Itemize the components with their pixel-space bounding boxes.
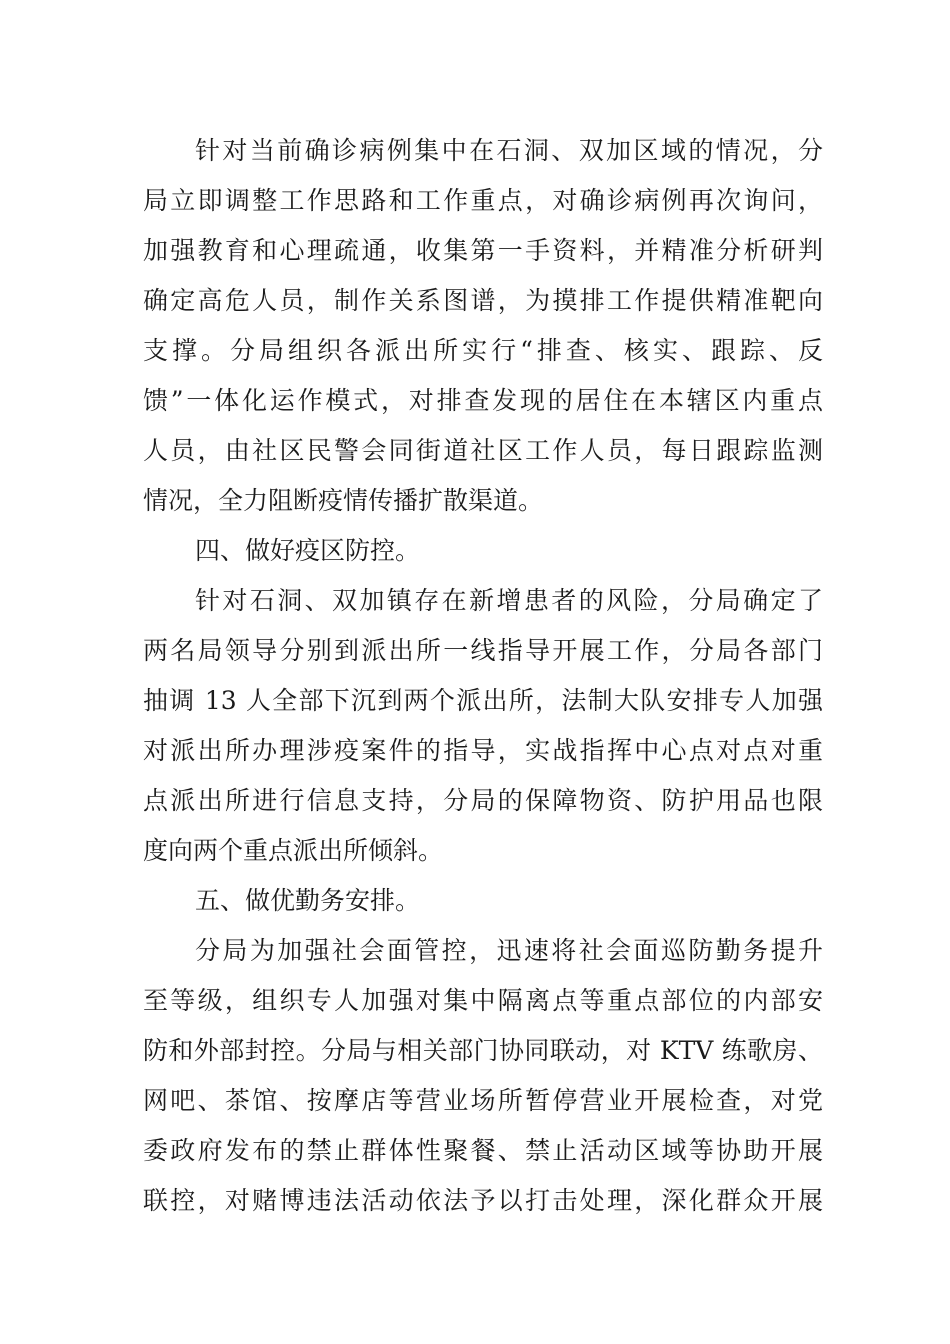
paragraph-3-line-6: 联控，对赌博违法活动依法予以打击处理，深化群众开展 — [143, 1186, 823, 1215]
paragraph-1-line-2: 局立即调整工作思路和工作重点，对确诊病例再次询问， — [143, 186, 823, 215]
paragraph-3-line-3: 防和外部封控。分局与相关部门协同联动，对 KTV 练歌房、 — [143, 1036, 823, 1065]
paragraph-2-line-4: 对派出所办理涉疫案件的指导，实战指挥中心点对点对重 — [143, 736, 823, 765]
paragraph-1-line-3: 加强教育和心理疏通，收集第一手资料，并精准分析研判 — [143, 236, 823, 265]
paragraph-3-line-4: 网吧、茶馆、按摩店等营业场所暂停营业开展检查，对党 — [143, 1086, 823, 1115]
paragraph-2-line-5: 点派出所进行信息支持，分局的保障物资、防护用品也限 — [143, 786, 823, 815]
paragraph-1-line-7: 人员，由社区民警会同街道社区工作人员，每日跟踪监测 — [143, 436, 823, 465]
paragraph-2-line-6: 度向两个重点派出所倾斜。 — [143, 836, 444, 865]
paragraph-1-line-1: 针对当前确诊病例集中在石洞、双加区域的情况，分 — [195, 136, 823, 165]
paragraph-3-line-2: 至等级，组织专人加强对集中隔离点等重点部位的内部安 — [143, 986, 823, 1015]
paragraph-3-line-1: 分局为加强社会面管控，迅速将社会面巡防勤务提升 — [195, 936, 823, 965]
section-heading-4: 四、做好疫区防控。 — [195, 536, 421, 565]
paragraph-1-line-6: 馈”一体化运作模式，对排查发现的居住在本辖区内重点 — [143, 386, 823, 415]
paragraph-3-line-5: 委政府发布的禁止群体性聚餐、禁止活动区域等协助开展 — [143, 1136, 823, 1165]
paragraph-2-line-1: 针对石洞、双加镇存在新增患者的风险，分局确定了 — [195, 586, 823, 615]
paragraph-1-line-4: 确定高危人员，制作关系图谱，为摸排工作提供精准靶向 — [143, 286, 823, 315]
paragraph-1-line-5: 支撑。分局组织各派出所实行“排查、核实、跟踪、反 — [143, 336, 823, 365]
paragraph-2-line-2: 两名局领导分别到派出所一线指导开展工作，分局各部门 — [143, 636, 823, 665]
paragraph-1-line-8: 情况，全力阻断疫情传播扩散渠道。 — [143, 486, 544, 515]
section-heading-5: 五、做优勤务安排。 — [195, 886, 421, 915]
paragraph-2-line-3: 抽调 13 人全部下沉到两个派出所，法制大队安排专人加强 — [143, 686, 823, 715]
